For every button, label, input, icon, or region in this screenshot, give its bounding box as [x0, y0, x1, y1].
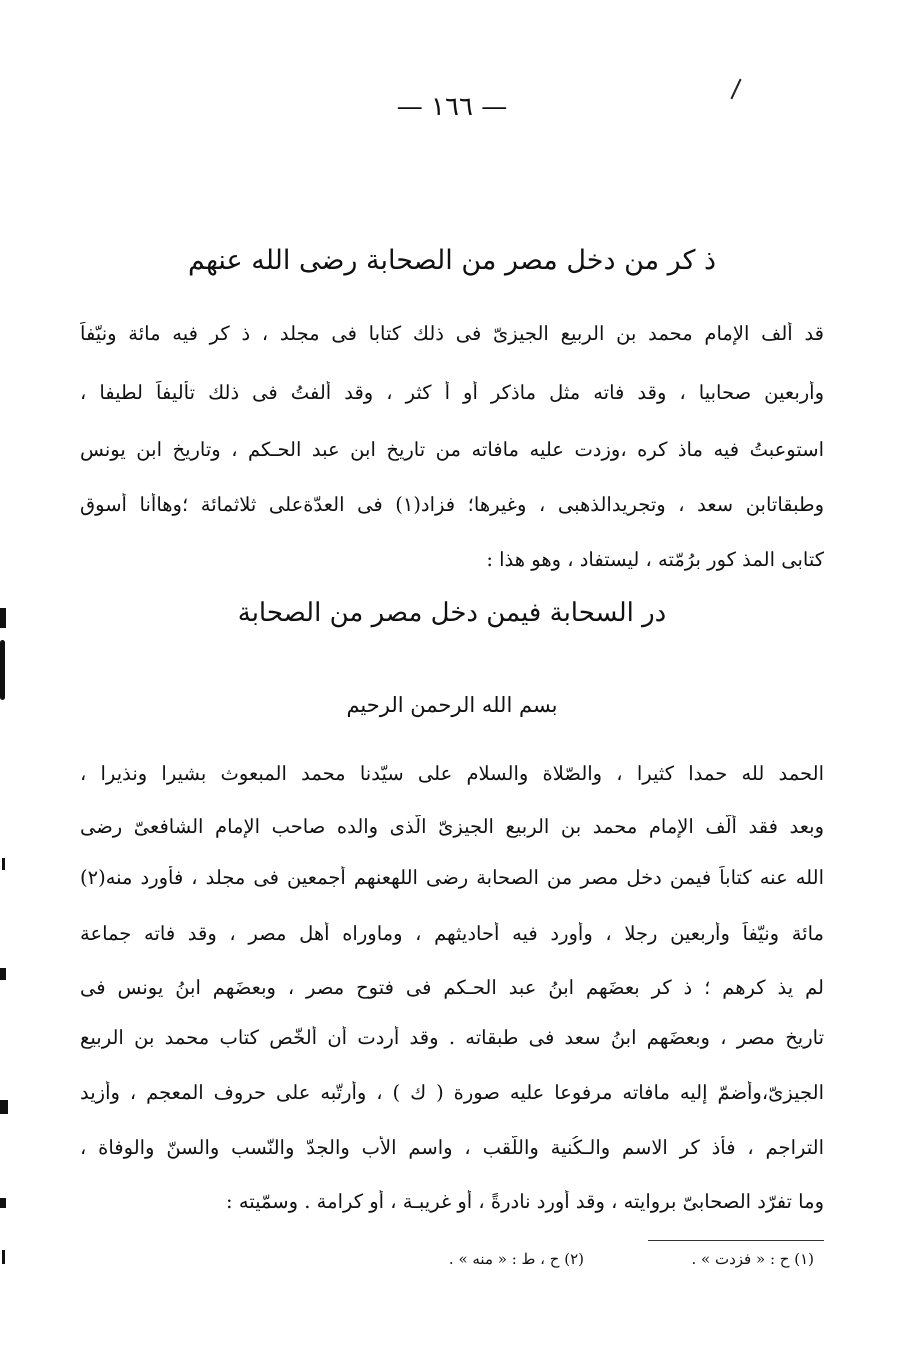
- scan-mark: [2, 1250, 5, 1264]
- footnote-rule: [648, 1240, 824, 1241]
- scan-mark: [0, 640, 5, 700]
- body-line: الله عنه كتاباً فيمن دخل مصر من الصحابة رضى اللهعنهم أجمعين فى مجلد ، فأورد منه(٢): [80, 866, 824, 889]
- intro-line: وأربعين صحابيا ، وقد فاته مثل ماذكر أو أ كثر ، وقد ألفتُ فى ذلك تأليفاً لطيفا ،: [80, 381, 824, 404]
- chapter-title: ذ كر من دخل مصر من الصحابة رضى الله عنهم: [187, 245, 717, 276]
- body-line: لم يذ كرهم ؛ ذ كر بعضَهم ابنُ عبد الحـكم فى فتوح مصر ، وبعضَهم ابنُ يونس فى: [80, 976, 824, 999]
- intro-line: كتابى المذ كور برُمّته ، ليستفاد ، وهو هذا :: [486, 548, 824, 571]
- scan-mark: [0, 608, 6, 628]
- body-line: التراجم ، فأذ كر الاسم والـكُنية واللّقب ، واسم الأب والجدّ والنّسب والسنّ والوفاة ،: [80, 1136, 824, 1159]
- intro-line: قد ألف الإمام محمد بن الربيع الجيزىّ فى ذلك كتابا فى مجلد ، ذ كر فيه مائة ونيّفاً: [80, 322, 824, 345]
- basmala: بسم الله الرحمن الرحيم: [346, 693, 558, 717]
- page-number: — ١٦٦ —: [396, 92, 508, 122]
- footnote-1: (١) ح : « فزدت » .: [691, 1250, 814, 1268]
- body-line: الحمد لله حمدا كثيرا ، والصّلاة والسلام على سيّدنا محمد المبعوث بشيرا ونذيرا ،: [80, 762, 824, 785]
- scan-mark: [0, 968, 6, 980]
- book-subtitle: در السحابة فيمن دخل مصر من الصحابة: [237, 598, 667, 628]
- scan-mark: [0, 1100, 8, 1114]
- scan-mark: [0, 1198, 6, 1208]
- intro-line: وطبقاتابن سعد ، وتجريدالذهبى ، وغيرها؛ فزاد(١) فى العدّةعلى ثلاثمائة ؛وهاأنا أسوق: [80, 493, 824, 516]
- body-line: مائة ونيّفاً وأربعين رجلا ، وأورد فيه أحاديثهم ، وماوراه أهل مصر ، وقد فاته جماعة: [80, 922, 824, 945]
- intro-line: استوعبتُ فيه ماذ كره ،وزدت عليه مافاته من تاريخ ابن عبد الحـكم ، وتاريخ ابن يونس: [80, 438, 824, 461]
- body-line: وما تفرّد الصحابىّ بروايته ، وقد أورِد نادرةً ، أو غريبـة ، أو كرامة . وسمّيته :: [226, 1190, 824, 1213]
- body-line: تاريخ مصر ، وبعضَهم ابنُ سعد فى طبقاته . وقد أردت أن ألخّص كتاب محمد بن الربيع: [80, 1026, 824, 1049]
- footnote-2: (٢) ح ، ط : « منه » .: [448, 1250, 584, 1268]
- body-line: وبعد فقد ألّف الإمام محمد بن الربيع الجيزىّ الّذى والده صاحب الإمام الشافعىّ رضى: [80, 815, 824, 838]
- body-line: الجيزىّ،وأضمّ إليه مافاته مرفوعا عليه صورة ( ك ) ، وأرتّبه على حروف المعجم ، وأزيد: [80, 1081, 824, 1104]
- scan-mark: [2, 858, 5, 870]
